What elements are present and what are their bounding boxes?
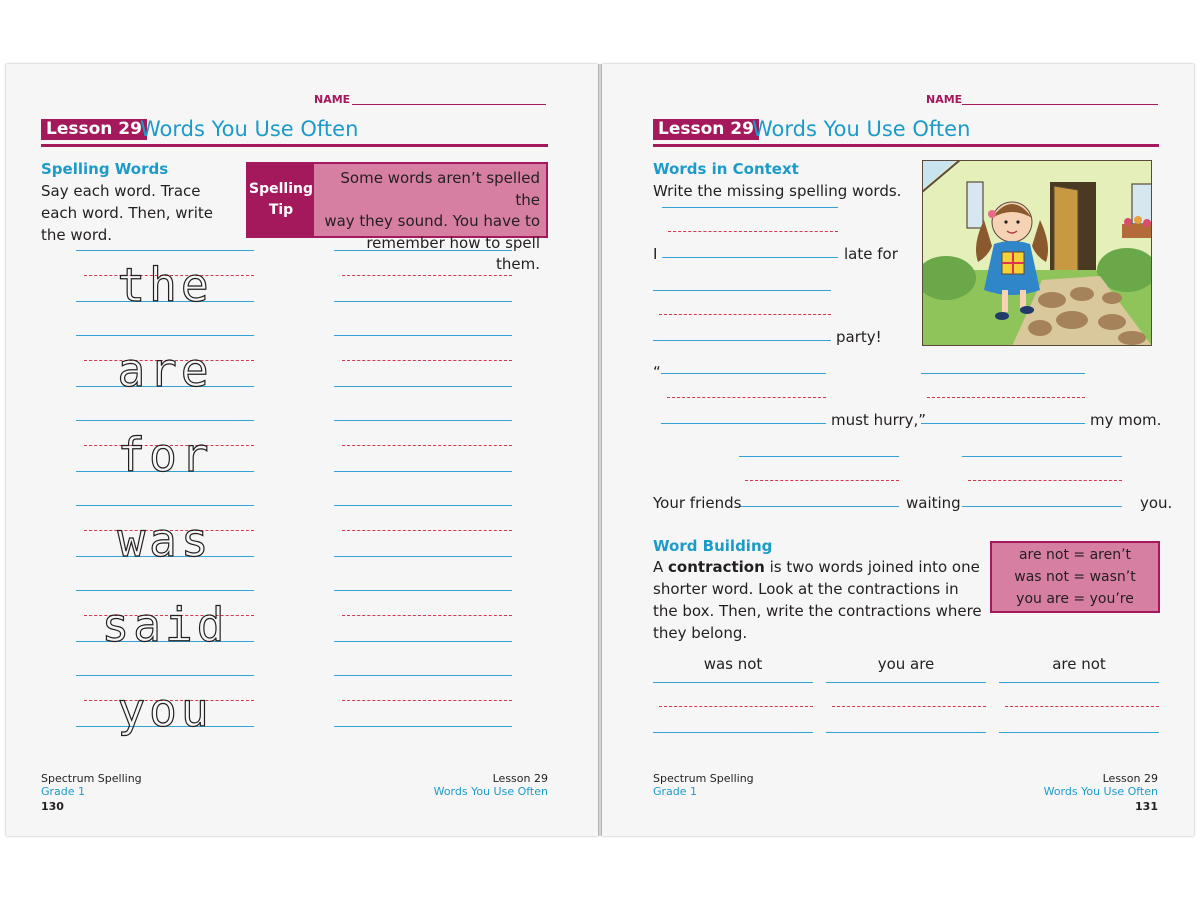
write-mid-line[interactable] bbox=[342, 615, 512, 616]
context-instruction: Write the missing spelling words. bbox=[653, 182, 902, 200]
trace-word: are bbox=[117, 343, 213, 397]
write-base-line[interactable] bbox=[334, 471, 512, 472]
sentence1-start: I bbox=[653, 245, 658, 263]
sentence1-mid: late for bbox=[844, 245, 898, 263]
contraction-item: are not = aren’t bbox=[1018, 547, 1132, 563]
trace-word: the bbox=[117, 258, 213, 312]
write-top-line[interactable] bbox=[334, 420, 512, 421]
answer-mid-line[interactable] bbox=[968, 480, 1122, 481]
words-in-context-heading: Words in Context bbox=[653, 160, 799, 178]
footer-lesson-title: Words You Use Often bbox=[433, 785, 548, 798]
spelling-tip-text: Some words aren’t spelled the way they sound. You have to remember how to spell them. bbox=[324, 169, 540, 273]
name-label: NAME bbox=[926, 93, 963, 106]
spelling-tip-label: Spelling Tip bbox=[248, 164, 314, 236]
write-mid-line[interactable] bbox=[342, 360, 512, 361]
name-label: NAME bbox=[314, 93, 351, 106]
write-top-line[interactable] bbox=[334, 505, 512, 506]
answer-mid-line[interactable] bbox=[668, 231, 838, 232]
answer-top-line[interactable] bbox=[653, 682, 813, 683]
answer-base-line[interactable] bbox=[962, 506, 1122, 507]
page-number: 130 bbox=[41, 800, 64, 813]
sentence2-end: my mom. bbox=[1090, 411, 1162, 429]
answer-base-line[interactable] bbox=[739, 506, 899, 507]
write-top-line[interactable] bbox=[334, 675, 512, 676]
answer-top-line[interactable] bbox=[661, 373, 826, 374]
contraction-item: was not = wasn’t bbox=[1014, 569, 1136, 585]
left-page bbox=[6, 64, 598, 836]
footer-lesson: Lesson 29 bbox=[492, 772, 548, 785]
answer-label-are-not: are not bbox=[1052, 655, 1106, 673]
lesson-title: Words You Use Often bbox=[752, 117, 971, 141]
context-writing-lines bbox=[602, 64, 1194, 836]
trace-practice-area bbox=[6, 64, 598, 836]
answer-base-line[interactable] bbox=[826, 732, 986, 733]
answer-top-line[interactable] bbox=[662, 207, 838, 208]
sentence3-end: you. bbox=[1140, 494, 1173, 512]
answer-base-line[interactable] bbox=[653, 340, 831, 341]
trace-top-line bbox=[76, 420, 254, 421]
instruction-line: the word. bbox=[41, 226, 113, 244]
answer-mid-line[interactable] bbox=[745, 480, 899, 481]
trace-top-line bbox=[76, 675, 254, 676]
footer-lesson-title: Words You Use Often bbox=[1043, 785, 1158, 798]
write-top-line[interactable] bbox=[334, 250, 512, 251]
footer-book: Spectrum Spelling bbox=[653, 772, 754, 785]
lesson-title: Words You Use Often bbox=[140, 117, 359, 141]
answer-base-line[interactable] bbox=[999, 732, 1159, 733]
answer-top-line[interactable] bbox=[826, 682, 986, 683]
footer-grade: Grade 1 bbox=[41, 785, 86, 798]
write-mid-line[interactable] bbox=[342, 700, 512, 701]
word-building-line: shorter word. Look at the contractions in bbox=[653, 580, 959, 598]
sentence2-mid: must hurry,” bbox=[831, 411, 927, 429]
answer-mid-line[interactable] bbox=[659, 314, 831, 315]
answer-top-line[interactable] bbox=[962, 456, 1122, 457]
trace-word: for bbox=[117, 428, 213, 482]
word-building-line: A contraction is two words joined into one bbox=[653, 558, 980, 576]
trace-top-line bbox=[76, 250, 254, 251]
contraction-term: contraction bbox=[668, 558, 765, 576]
write-top-line[interactable] bbox=[334, 590, 512, 591]
answer-base-line[interactable] bbox=[653, 732, 813, 733]
write-base-line[interactable] bbox=[334, 641, 512, 642]
sentence1-end: party! bbox=[836, 328, 882, 346]
trace-top-line bbox=[76, 590, 254, 591]
write-mid-line[interactable] bbox=[342, 530, 512, 531]
trace-top-line bbox=[76, 335, 254, 336]
answer-base-line[interactable] bbox=[921, 423, 1085, 424]
answer-label-you-are: you are bbox=[877, 655, 935, 673]
answer-top-line[interactable] bbox=[653, 290, 831, 291]
answer-base-line[interactable] bbox=[661, 423, 826, 424]
word-building-line: they belong. bbox=[653, 624, 748, 642]
write-base-line[interactable] bbox=[334, 386, 512, 387]
trace-word: you bbox=[117, 683, 213, 737]
lesson-badge: Lesson 29 bbox=[41, 119, 147, 140]
write-base-line[interactable] bbox=[334, 726, 512, 727]
answer-top-line[interactable] bbox=[921, 373, 1085, 374]
answer-mid-line[interactable] bbox=[667, 397, 826, 398]
write-base-line[interactable] bbox=[334, 301, 512, 302]
answer-mid-line[interactable] bbox=[659, 706, 813, 707]
answer-top-line[interactable] bbox=[999, 682, 1159, 683]
footer-lesson: Lesson 29 bbox=[1102, 772, 1158, 785]
lesson-badge: Lesson 29 bbox=[653, 119, 759, 140]
answer-top-line[interactable] bbox=[739, 456, 899, 457]
sentence3-start: Your friends bbox=[653, 494, 742, 512]
instruction-line: Say each word. Trace bbox=[41, 182, 201, 200]
word-building-text bbox=[653, 556, 982, 644]
instruction-line: each word. Then, write bbox=[41, 204, 214, 222]
word-building-heading: Word Building bbox=[653, 537, 773, 555]
word-building-line: the box. Then, write the contractions where bbox=[653, 602, 982, 620]
write-base-line[interactable] bbox=[334, 556, 512, 557]
answer-base-line[interactable] bbox=[662, 257, 838, 258]
sentence2-quote-open: “ bbox=[653, 363, 661, 381]
trace-word: said bbox=[101, 598, 229, 652]
footer-book: Spectrum Spelling bbox=[41, 772, 142, 785]
answer-mid-line[interactable] bbox=[927, 397, 1085, 398]
trace-word: was bbox=[117, 513, 213, 567]
contractions-box bbox=[990, 541, 1160, 613]
write-mid-line[interactable] bbox=[342, 445, 512, 446]
answer-mid-line[interactable] bbox=[832, 706, 986, 707]
spelling-words-heading: Spelling Words bbox=[41, 160, 169, 178]
answer-label-was-not: was not bbox=[703, 655, 763, 673]
trace-top-line bbox=[76, 505, 254, 506]
right-page bbox=[602, 64, 1194, 836]
write-mid-line[interactable] bbox=[342, 275, 512, 276]
answer-mid-line[interactable] bbox=[1005, 706, 1159, 707]
contraction-item: you are = you’re bbox=[1016, 591, 1134, 607]
page-number: 131 bbox=[1135, 800, 1158, 813]
footer-grade: Grade 1 bbox=[653, 785, 698, 798]
sentence3-mid: waiting bbox=[906, 494, 961, 512]
write-top-line[interactable] bbox=[334, 335, 512, 336]
